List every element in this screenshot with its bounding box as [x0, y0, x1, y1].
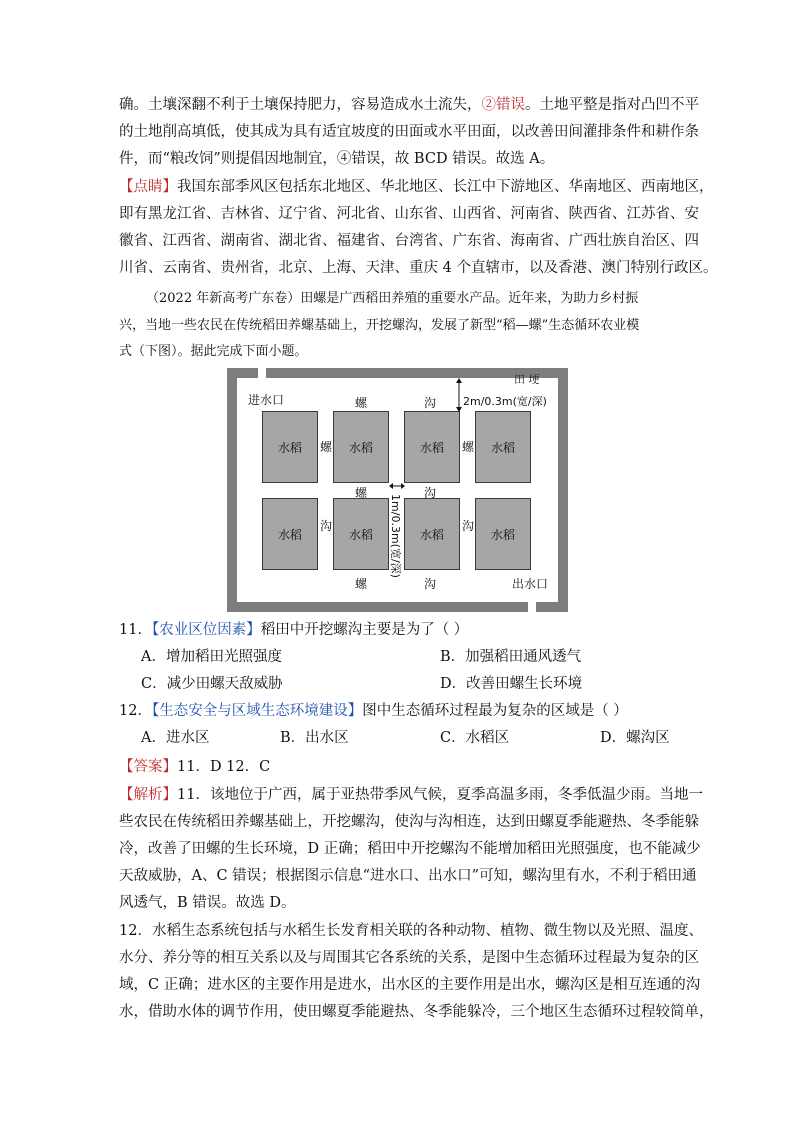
question-stem: 图中生态循环过程最为复杂的区域是（ ）	[362, 703, 628, 719]
option-d: D．螺沟区	[600, 730, 670, 746]
outlet-gap	[528, 602, 536, 612]
rice-plot: 水稻	[475, 411, 531, 483]
analysis-tag: 【解析】	[119, 787, 177, 803]
ditch-label-luo: 螺	[355, 486, 368, 500]
ditch-label-gou: 沟	[424, 486, 437, 500]
question-stem: 稻田中开挖螺沟主要是为了（ ）	[260, 622, 469, 638]
body-line: 件，而“粮改饲”则提倡因地制宜，④错误，故 BCD 错误。故选 A。	[119, 151, 555, 167]
rice-plot: 水稻	[262, 411, 318, 483]
rice-plot: 水稻	[404, 411, 460, 483]
body-line: 的土地削高填低，使其成为具有适宜坡度的田面或水平田面，以改善田间灌排条件和耕作条	[119, 124, 699, 140]
body-line: 域，C 正确；进水区的主要作用是进水，出水区的主要作用是出水，螺沟区是相互连通的沟	[119, 977, 701, 993]
body-line: 即有黑龙江省、吉林省、辽宁省、河北省、山东省、山西省、河南省、陕西省、江苏省、安	[119, 206, 699, 222]
option-b: B．加强稻田通风透气	[440, 649, 582, 665]
question-number: 12．	[119, 703, 152, 719]
dimension-top-label: 2m/0.3m(宽/深)	[463, 395, 547, 408]
body-line: 风透气，B 错误。故选 D。	[119, 895, 296, 911]
ditch-label-gou: 沟	[424, 396, 437, 410]
body-line: 冷，改善了田螺的生长环境，D 正确；稻田中开挖螺沟不能增加稻田光照强度，也不能减少	[119, 841, 701, 857]
analysis-line	[119, 782, 703, 808]
intro-line: 兴，当地一些农民在传统稻田养螺基础上，开挖螺沟，发展了新型“稻—螺”生态循环农业模	[119, 318, 640, 333]
body-line: 12．水稻生态系统包括与水稻生长发育相关联的各种动物、植物、微生物以及光照、温度、	[119, 923, 703, 939]
rice-plot: 水稻	[333, 498, 389, 570]
ditch-label-luo: 螺	[320, 440, 333, 454]
question-12	[119, 698, 628, 724]
dianjing-tag: 【点睛】	[119, 179, 177, 195]
dianjing-line	[119, 174, 714, 200]
highlight-text: ②错误	[481, 97, 525, 113]
option-d: D．改善田螺生长环境	[440, 676, 583, 692]
rice-plot: 水稻	[404, 498, 460, 570]
ditch-label-luo: 螺	[355, 396, 368, 410]
body-line: 川省、云南省、贵州省，北京、上海、天津、重庆 4 个直辖市，以及香港、澳门特别行政区。	[119, 260, 718, 276]
rice-plot: 水稻	[262, 498, 318, 570]
body-line: 些农民在传统稻田养螺基础上，开挖螺沟，使沟与沟相连，达到田螺夏季能避热、冬季能躲	[119, 814, 699, 830]
question-tag: 【农业区位因素】	[151, 622, 261, 638]
answer-tag: 【答案】	[119, 759, 177, 775]
option-a: A．进水区	[141, 730, 210, 746]
question-11	[119, 617, 468, 643]
ditch-label-luo: 螺	[355, 577, 368, 591]
option-c: C．减少田螺天敌威胁	[141, 676, 283, 692]
rice-plot: 水稻	[333, 411, 389, 483]
ditch-label-gou: 沟	[462, 519, 475, 533]
ditch-label-luo: 螺	[462, 440, 475, 454]
body-line: 水分、养分等的相互关系以及与周围其它各系统的关系，是图中生态循环过程最为复杂的区	[119, 950, 699, 966]
ditch-label-gou: 沟	[424, 577, 437, 591]
option-b: B．出水区	[280, 730, 349, 746]
option-a: A．增加稻田光照强度	[141, 649, 282, 665]
ditch-label-gou: 沟	[320, 519, 333, 533]
answer-line	[119, 754, 270, 780]
field-ridge-label: 田 埂	[514, 373, 540, 386]
text-span: 。土地平整是指对凸凹不平	[525, 97, 699, 113]
text-span: 我国东部季风区包括东北地区、华北地区、长江中下游地区、华南地区、西南地区，	[177, 179, 714, 195]
rice-plot: 水稻	[475, 498, 531, 570]
question-tag: 【生态安全与区域生态环境建设】	[151, 703, 363, 719]
body-line: 水，借助水体的调节作用，使田螺夏季能避热、冬季能躲冷，三个地区生态循环过程较简单，	[119, 1004, 714, 1020]
question-number: 11．	[119, 622, 152, 638]
text-span: 11．该地位于广西，属于亚热带季风气候，夏季高温多雨，冬季低温少雨。当地一	[177, 787, 703, 803]
inlet-label: 进水口	[248, 393, 285, 407]
text-span: 确。土壤深翻不利于土壤保持肥力，容易造成水土流失，	[119, 97, 482, 113]
inlet-gap	[258, 368, 266, 378]
intro-line: 式（下图）。据此完成下面小题。	[119, 344, 308, 359]
intro-line: （2022 年新高考广东卷）田螺是广西稻田养殖的重要水产品。近年来，为助力乡村振	[146, 291, 639, 306]
dimension-mid-label: 1m/0.3m(宽/深)	[389, 494, 402, 578]
body-line	[119, 92, 699, 118]
option-c: C．水稻区	[440, 730, 510, 746]
outlet-label: 出水口	[512, 577, 549, 591]
body-line: 天敌威胁，A、C 错误；根据图示信息“进水口、出水口”可知，螺沟里有水，不利于稻田通	[119, 868, 697, 884]
answer-text: 11．D 12．C	[177, 759, 271, 775]
body-line: 徽省、江西省、湖南省、湖北省、福建省、台湾省、广东省、海南省、广西壮族自治区、四	[119, 233, 699, 249]
